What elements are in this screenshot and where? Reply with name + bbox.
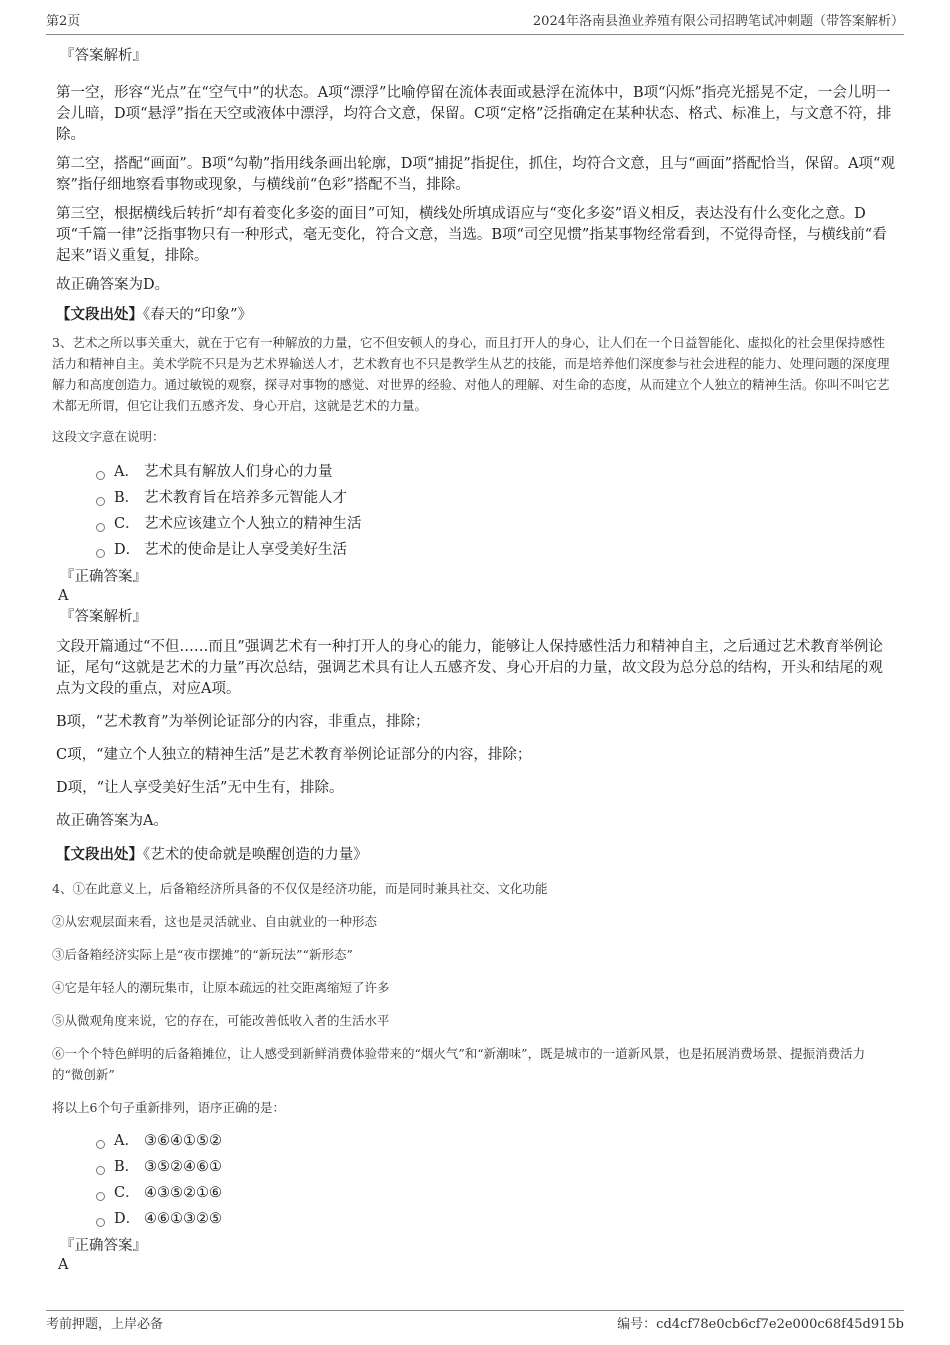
radio-icon[interactable]	[96, 497, 105, 506]
radio-icon[interactable]	[96, 549, 105, 558]
q2-source-label: 【文段出处】	[56, 306, 143, 323]
q3-option-c[interactable]: C． 艺术应该建立个人独立的精神生活	[96, 511, 896, 537]
q3-analysis-tag: 『答案解析』	[60, 609, 147, 625]
page-number: 第2页	[46, 14, 81, 29]
q4-options	[56, 1128, 896, 1232]
q4-sentence-2: ②从宏观层面来看，这也是灵活就业、自由就业的一种形态	[52, 914, 378, 929]
q3-number: 3、	[52, 335, 73, 350]
q4-correct-answer: A	[58, 1257, 69, 1273]
q3-source	[56, 844, 896, 866]
q3-analysis-para4: D项，“让人享受美好生活”无中生有，排除。	[56, 780, 344, 796]
radio-icon[interactable]	[96, 1218, 105, 1227]
radio-icon[interactable]	[96, 471, 105, 480]
q2-analysis-para3: 第三空，根据横线后转折“却有着变化多姿的面目”可知，横线处所填成语应与“变化多姿”语义相反，表达没有什么变化之意。D项“千篇一律”泛指事物只有一种形式，毫无变化，符合文意，当选。B项“司空见惯”指某事物经常看到，不觉得奇怪，与横线前“看起来”语义重复，排除。	[56, 206, 887, 264]
q4-prompt: 将以上6个句子重新排列，语序正确的是：	[52, 1100, 285, 1115]
q3-option-b[interactable]: B． 艺术教育旨在培养多元智能人才	[96, 485, 896, 511]
q4-sentence-5: ⑤从微观角度来说，它的存在，可能改善低收入者的生活水平	[52, 1013, 390, 1028]
q4-option-a[interactable]: A． ③⑥④①⑤②	[96, 1128, 896, 1154]
q4-option-b[interactable]: B． ③⑤②④⑥①	[96, 1154, 896, 1180]
document-code: 编号：cd4cf78e0cb6cf7e2e000c68f45d915b	[617, 1317, 904, 1332]
q3-source-label: 【文段出处】	[56, 846, 143, 863]
document-title: 2024年洛南县渔业养殖有限公司招聘笔试冲刺题（带答案解析）	[532, 14, 904, 29]
q3-option-d[interactable]: D． 艺术的使命是让人享受美好生活	[96, 537, 896, 563]
footer-slogan: 考前押题，上岸必备	[46, 1317, 164, 1332]
q3-correct-tag: 『正确答案』	[60, 569, 147, 585]
q3-option-a[interactable]: A． 艺术具有解放人们身心的力量	[96, 459, 896, 485]
q2-analysis-para1: 第一空，形容“光点”在“空气中”的状态。A项“漂浮”比喻停留在流体表面或悬浮在流体中，B项“闪烁”指亮光摇晃不定，一会儿明一会儿暗，D项“悬浮”指在天空或液体中漂浮，均符合文意，保留。C项“定格”泛指确定在某种状态、格式、标准上，与文意不符，排除。	[56, 85, 892, 143]
page-footer	[46, 1310, 904, 1335]
q3-correct-answer: A	[58, 588, 69, 604]
q4-number: 4、	[52, 881, 73, 896]
q4-sentence-4: ④它是年轻人的潮玩集市，让原本疏远的社交距离缩短了许多	[52, 980, 390, 995]
q2-source	[56, 304, 896, 326]
q3-conclusion: 故正确答案为A。	[56, 813, 168, 829]
q4-option-c[interactable]: C． ④③⑤②①⑥	[96, 1180, 896, 1206]
q2-analysis-para2: 第二空，搭配“画面”。B项“勾勒”指用线条画出轮廓，D项“捕捉”指捉住，抓住，均符合文意，且与“画面”搭配恰当，保留。A项“观察”指仔细地察看事物或现象，与横线前“色彩”搭配不当，排除。	[56, 156, 895, 193]
q3-passage-text: 艺术之所以事关重大，就在于它有一种解放的力量，它不但安顿人的身心，而且打开人的身心，让人们在一个日益智能化、虚拟化的社会里保持感性活力和精神自主。美术学院不只是为艺术界输送人才，艺术教育也不只是教学生从艺的技能，而是培养他们深度参与社会进程的能力、处理问题的深度理解力和高度创造力。通过敏锐的观察，探寻对事物的感觉、对世界的经验、对他人的理解、对生命的态度，从而建立个人独立的精神生活。你叫不叫它艺术都无所谓，但它让我们五感齐发、身心开启，这就是艺术的力量。	[52, 335, 890, 413]
q3-prompt: 这段文字意在说明：	[52, 429, 165, 444]
q4-sentence-3: ③后备箱经济实际上是“夜市摆摊”的“新玩法”“新形态”	[52, 947, 353, 962]
q3-analysis-para2: B项，“艺术教育”为举例论证部分的内容，非重点，排除；	[56, 714, 430, 730]
q2-analysis-tag: 『答案解析』	[60, 48, 147, 64]
q2-conclusion: 故正确答案为D。	[56, 277, 170, 293]
page-content	[52, 44, 896, 1274]
q4-option-d[interactable]: D． ④⑥①③②⑤	[96, 1206, 896, 1232]
q4-sentence-6: ⑥一个个特色鲜明的后备箱摊位，让人感受到新鲜消费体验带来的“烟火气”和“新潮味”，既是城市的一道新风景，也是拓展消费场景、提振消费活力的“微创新”	[52, 1046, 866, 1082]
q3-options	[56, 459, 896, 563]
page-header	[46, 12, 904, 35]
radio-icon[interactable]	[96, 1192, 105, 1201]
q3-analysis-para1: 文段开篇通过“不但……而且”强调艺术有一种打开人的身心的能力，能够让人保持感性活力和精神自主，之后通过艺术教育举例论证，尾句“这就是艺术的力量”再次总结，强调艺术具有让人五感齐发、身心开启的力量，故文段为总分总的结构，开头和结尾的观点为文段的重点，对应A项。	[56, 639, 883, 697]
radio-icon[interactable]	[96, 523, 105, 532]
q3-analysis-para3: C项，“建立个人独立的精神生活”是艺术教育举例论证部分的内容，排除；	[56, 747, 532, 763]
q4-sentence-1: 4、①在此意义上，后备箱经济所具备的不仅仅是经济功能，而是同时兼具社交、文化功能	[52, 881, 548, 896]
q4-correct-tag: 『正确答案』	[60, 1238, 147, 1254]
radio-icon[interactable]	[96, 1166, 105, 1175]
radio-icon[interactable]	[96, 1140, 105, 1149]
q3-passage	[52, 332, 896, 416]
q3-source-title: 《艺术的使命就是唤醒创造的力量》	[143, 847, 368, 863]
q2-source-title: 《春天的“印象”》	[143, 307, 253, 323]
